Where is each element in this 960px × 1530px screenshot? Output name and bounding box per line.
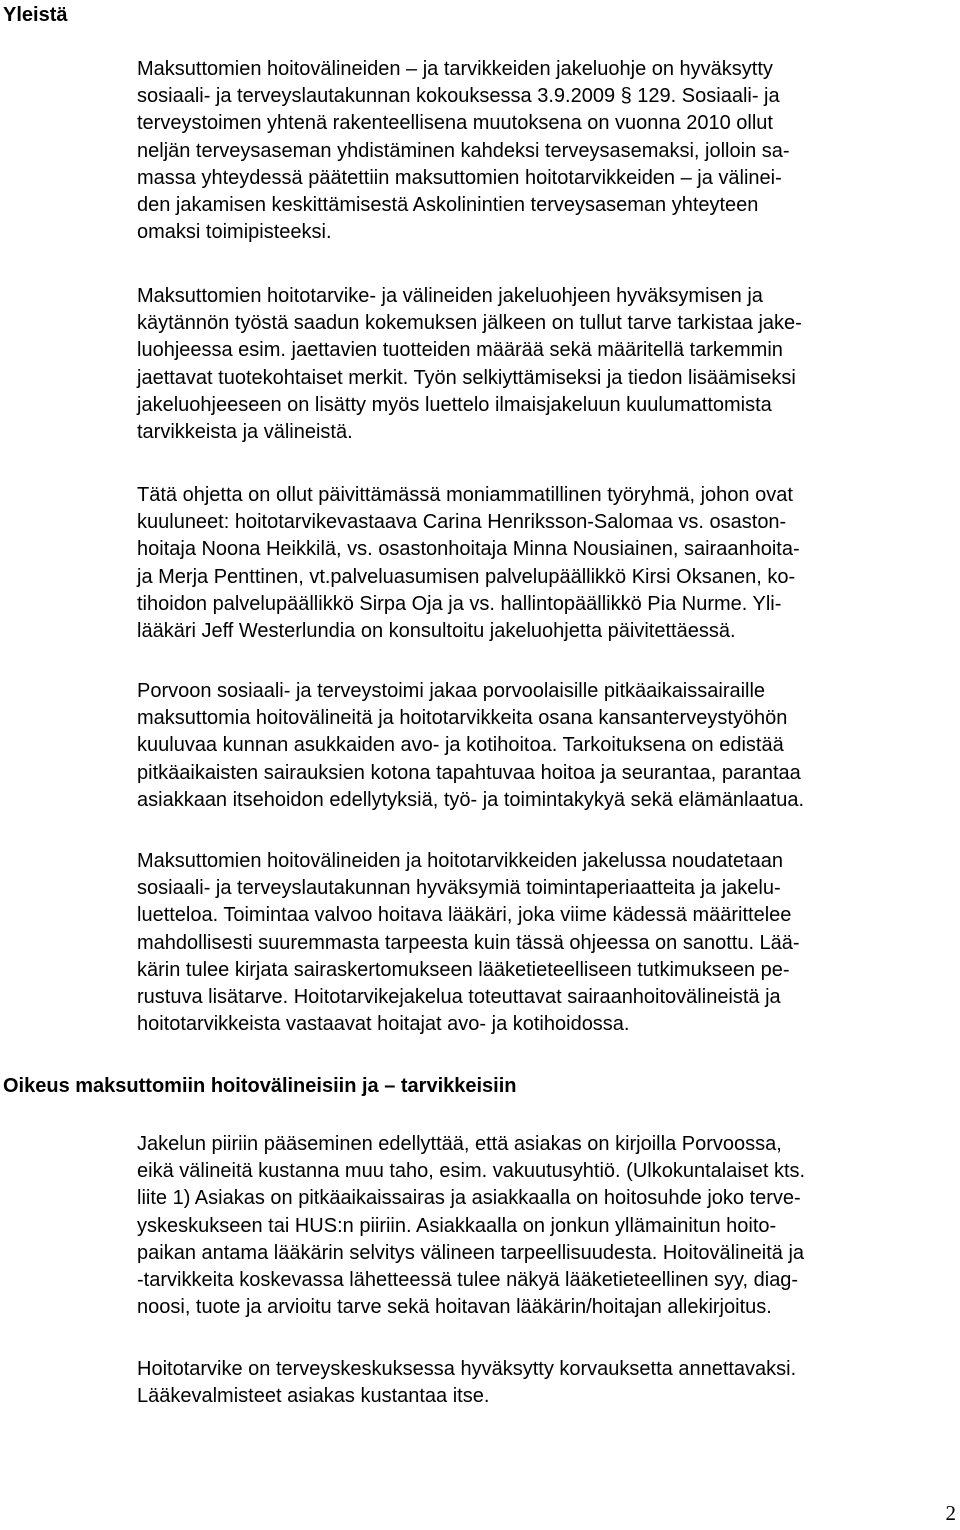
paragraph-eligibility-conditions: Jakelun piiriin pääseminen edellyttää, että asiakas on kirjoilla Porvoossa, eikä välineitä kustanna muu taho, esim. vakuutusyhtiö. (Ulkokuntalaiset kts. liite 1) Asiakas on pitkäaikaissairas ja asiakkaalla on hoitosuhde joko terve- yskeskukseen tai HUS:n piiriin. Asiakkaalla on jonkun yllämainitun hoito- paikan antama lääkärin selvitys välineen tarpeellisuudesta. Hoitovälineitä ja -tarvikkeita koskevassa lähetteessä tulee näkyä lääketieteellinen syy, diag- noosi, tuote ja arvioitu tarve sekä hoitavan lääkärin/hoitajan allekirjoitus. — [137, 1133, 806, 1319]
section-heading-eligibility: Oikeus maksuttomiin hoitovälineisiin ja – tarvikkeisiin — [3, 1075, 517, 1097]
paragraph-guideline-revision: Maksuttomien hoitotarvike- ja välineiden jakeluohjeen hyväksymisen ja käytännön työstä saadun kokemuksen jälkeen on tullut tarve tarkistaa jake- luohjeessa esim. jaettavien tuotteiden määrää sekä määritellä tarkemmin jaettavat tuotekohtaiset merkit. Työn selkiyttämiseksi ja tiedon lisäämiseksi jakeluohjeeseen on lisätty myös luettelo ilmaisjakeluun kuulumattomista tarvikkeista ja välineistä. — [137, 285, 802, 444]
paragraph-working-group: Tätä ohjetta on ollut päivittämässä moniammatillinen työryhmä, johon ovat kuuluneet: hoitotarvikevastaava Carina Henriksson-Salomaa vs. osaston- hoitaja Noona Heikkilä, vs. osastonhoitaja Minna Nousiainen, sairaanhoita- ja Merja Penttinen, vt.palveluasumisen palvelupäällikkö Kirsi Oksanen, ko- tihoidon palvelupäällikkö Sirpa Oja ja vs. hallintopäällikkö Pia Nurme. Yli- lääkäri Jeff Westerlundia on konsultoitu jakeluohjetta päivitettäessä. — [137, 484, 800, 643]
paragraph-distribution-principles: Maksuttomien hoitovälineiden ja hoitotarvikkeiden jakelussa noudatetaan sosiaali- ja terveyslautakunnan hyväksymiä toimintaperiaatteita ja jakelu- luetteloa. Toimintaa valvoo hoitava lääkäri, joka viime kädessä määrittelee mahdollisesti suuremmasta tarpeesta kuin tässä ohjeessa on sanottu. Lää- kärin tulee kirjata sairaskertomukseen lääketieteelliseen tutkimukseen pe- rustuva lisätarve. Hoitotarvikejakelua toteuttavat sairaanhoitovälineistä ja hoitotarvikkeista vastaavat hoitajat avo- ja kotihoidossa. — [137, 850, 800, 1036]
page-number: 2 — [945, 1501, 956, 1525]
section-heading-general: Yleistä — [3, 4, 68, 26]
paragraph-free-supplies: Hoitotarvike on terveyskeskuksessa hyväksytty korvauksetta annettavaksi. Lääkevalmisteet asiakas kustantaa itse. — [137, 1358, 797, 1408]
paragraph-distribution-purpose: Porvoon sosiaali- ja terveystoimi jakaa porvoolaisille pitkäaikaissairaille maksuttomia hoitovälineitä ja hoitotarvikkeita osana kansanterveystyöhön kuuluvaa kunnan asukkaiden avo- ja kotihoitoa. Tarkoituksena on edistää pitkäaikaisten sairauksien kotona tapahtuvaa hoitoa ja seurantaa, parantaa asiakkaan itsehoidon edellytyksiä, työ- ja toimintakykyä sekä elämänlaatua. — [137, 680, 805, 811]
paragraph-guideline-approval: Maksuttomien hoitovälineiden – ja tarvikkeiden jakeluohje on hyväksytty sosiaali- ja terveyslautakunnan kokouksessa 3.9.2009 § 129. Sosiaali- ja terveystoimen yhtenä rakenteellisena muutoksena on vuonna 2010 ollut neljän terveysaseman yhdistäminen kahdeksi terveysasemaksi, jolloin sa- massa yhteydessä päätettiin maksuttomien hoitotarvikkeiden – ja välinei- den jakamisen keskittämisestä Askolinintien terveysaseman yhteyteen omaksi toimipisteeksi. — [137, 58, 790, 244]
